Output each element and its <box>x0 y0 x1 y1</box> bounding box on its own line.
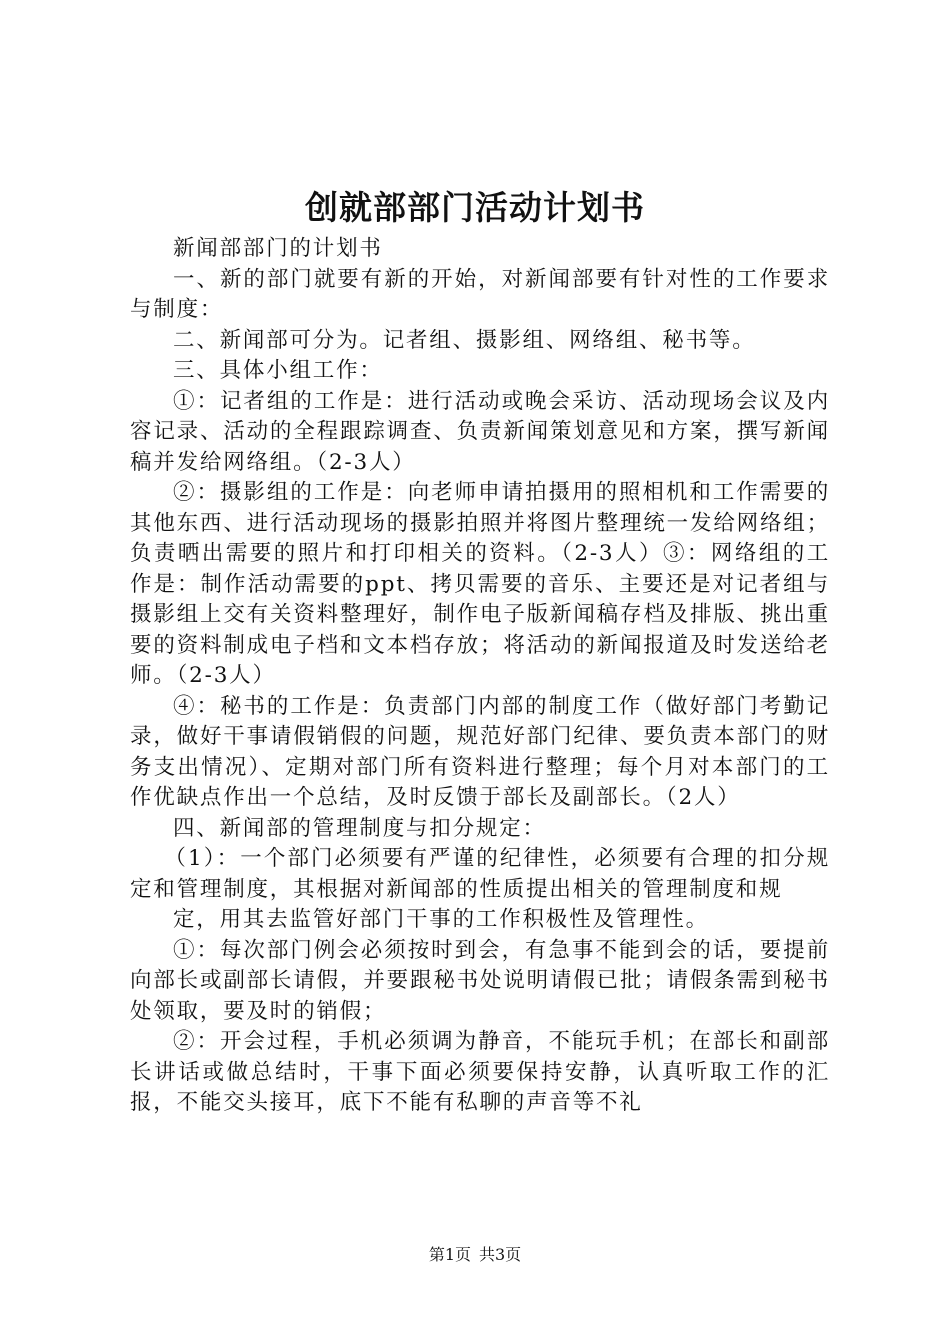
paragraph: ①：每次部门例会必须按时到会，有急事不能到会的话，要提前向部长或副部长请假，并要跟秘书处说明请假已批；请假条需到秘书处领取，要及时的销假； <box>130 937 830 1024</box>
page-footer <box>0 1244 950 1266</box>
paragraph: ④：秘书的工作是：负责部门内部的制度工作（做好部门考勤记录，做好干事请假销假的问题，规范好部门纪律、要负责本部门的财务支出情况）、定期对部门所有资料进行整理；每个月对本部门的工作优缺点作出一个总结，及时反馈于部长及副部长。（2人） <box>130 693 830 810</box>
paragraph: （1）：一个部门必须要有严谨的纪律性，必须要有合理的扣分规定和管理制度，其根据对新闻部的性质提出相关的管理制度和规 <box>130 846 830 902</box>
document-body <box>130 234 830 1119</box>
paragraph: 新闻部部门的计划书 <box>173 236 383 261</box>
paragraph: ②：摄影组的工作是：向老师申请拍摄用的照相机和工作需要的其他东西、进行活动现场的摄影拍照并将图片整理统一发给网络组；负责晒出需要的照片和打印相关的资料。（2-3人）③：网络组的工作是：制作活动需要的ppt、拷贝需要的音乐、主要还是对记者组与摄影组上交有关资料整理好，制作电子版新闻稿存档及排版、挑出重要的资料制成电子档和文本档存放；将活动的新闻报道及时发送给老师。（2-3人） <box>130 480 830 688</box>
paragraph: ②：开会过程，手机必须调为静音，不能玩手机；在部长和副部长讲话或做总结时，干事下面必须要保持安静，认真听取工作的汇报，不能交头接耳，底下不能有私聊的声音等不礼 <box>130 1029 830 1115</box>
document-title: 创就部部门活动计划书 <box>305 188 645 227</box>
page-total: 共3页 <box>479 1245 522 1264</box>
paragraph: 一、新的部门就要有新的开始，对新闻部要有针对性的工作要求与制度： <box>130 266 830 322</box>
page-number: 第1页 <box>428 1245 471 1264</box>
paragraph: 定，用其去监管好部门干事的工作积极性及管理性。 <box>173 907 709 932</box>
paragraph: 四、新闻部的管理制度与扣分规定： <box>173 815 546 841</box>
paragraph: 二、新闻部可分为。记者组、摄影组、网络组、秘书等。 <box>173 327 756 353</box>
paragraph: 三、具体小组工作： <box>173 358 383 383</box>
paragraph: ①：记者组的工作是：进行活动或晚会采访、活动现场会议及内容记录、活动的全程跟踪调查、负责新闻策划意见和方案，撰写新闻稿并发给网络组。（2-3人） <box>130 388 830 475</box>
